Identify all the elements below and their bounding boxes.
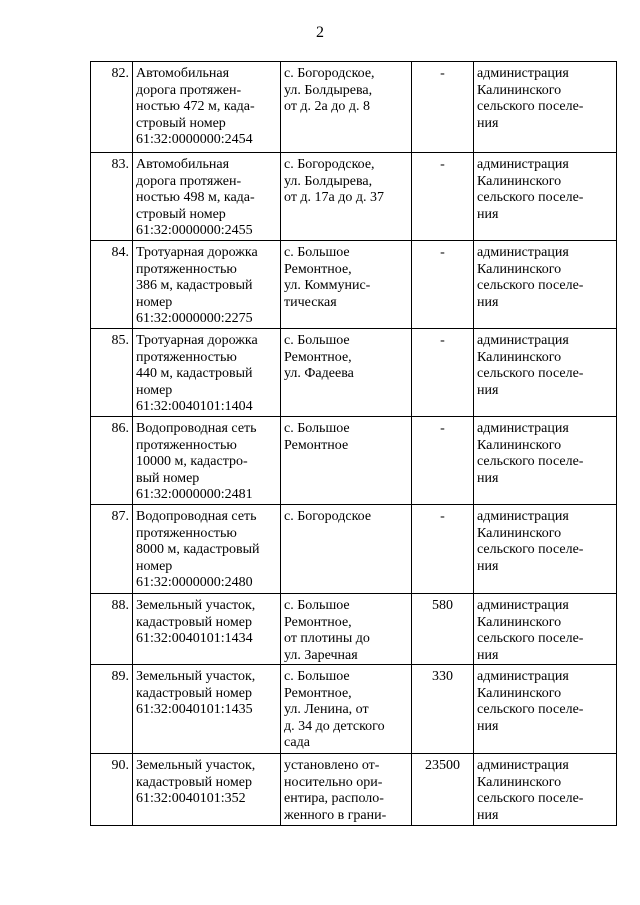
owner-cell: администрация Калининского сельского поселе- ния xyxy=(474,594,617,665)
address-cell: с. Большое Ремонтное, ул. Коммунис- тическая xyxy=(281,241,412,329)
row-number-cell: 89. xyxy=(91,665,133,754)
table-row xyxy=(91,417,617,505)
object-name-cell: Водопроводная сеть протяженностью 8000 м, кадастровый номер 61:32:0000000:2480 xyxy=(133,505,281,594)
owner-cell: администрация Калининского сельского поселе- ния xyxy=(474,417,617,505)
row-number-cell: 88. xyxy=(91,594,133,665)
address-cell: с. Большое Ремонтное, от плотины до ул. Заречная xyxy=(281,594,412,665)
area-cell: 330 xyxy=(412,665,474,754)
page-number: 2 xyxy=(316,24,324,41)
object-name-cell: Автомобильная дорога протяжен- ностью 472 м, када- стровый номер 61:32:0000000:2454 xyxy=(133,62,281,153)
object-name-cell: Тротуарная дорожка протяженностью 440 м, кадастровый номер 61:32:0040101:1404 xyxy=(133,329,281,417)
row-number-cell: 83. xyxy=(91,153,133,241)
area-cell: 23500 xyxy=(412,754,474,826)
object-name-cell: Водопроводная сеть протяженностью 10000 м, кадастро- вый номер 61:32:0000000:2481 xyxy=(133,417,281,505)
address-cell: с. Большое Ремонтное xyxy=(281,417,412,505)
table-row xyxy=(91,241,617,329)
owner-cell: администрация Калининского сельского поселе- ния xyxy=(474,505,617,594)
table-row xyxy=(91,665,617,754)
object-name-cell: Земельный участок, кадастровый номер 61:32:0040101:1434 xyxy=(133,594,281,665)
object-name-cell: Тротуарная дорожка протяженностью 386 м, кадастровый номер 61:32:0000000:2275 xyxy=(133,241,281,329)
area-cell: - xyxy=(412,329,474,417)
area-cell: 580 xyxy=(412,594,474,665)
row-number-cell: 82. xyxy=(91,62,133,153)
owner-cell: администрация Калининского сельского поселе- ния xyxy=(474,665,617,754)
owner-cell: администрация Калининского сельского поселе- ния xyxy=(474,153,617,241)
object-name-cell: Автомобильная дорога протяжен- ностью 498 м, када- стровый номер 61:32:0000000:2455 xyxy=(133,153,281,241)
object-name-cell: Земельный участок, кадастровый номер 61:32:0040101:352 xyxy=(133,754,281,826)
address-cell: установлено от- носительно ори- ентира, располо- женного в грани- xyxy=(281,754,412,826)
table-row xyxy=(91,505,617,594)
address-cell: с. Большое Ремонтное, ул. Ленина, от д. 34 до детского сада xyxy=(281,665,412,754)
table-row xyxy=(91,62,617,153)
table-row xyxy=(91,594,617,665)
table-row xyxy=(91,153,617,241)
area-cell: - xyxy=(412,153,474,241)
area-cell: - xyxy=(412,241,474,329)
row-number-cell: 84. xyxy=(91,241,133,329)
owner-cell: администрация Калининского сельского поселе- ния xyxy=(474,241,617,329)
area-cell: - xyxy=(412,62,474,153)
row-number-cell: 87. xyxy=(91,505,133,594)
address-cell: с. Богородское, ул. Болдырева, от д. 17а до д. 37 xyxy=(281,153,412,241)
table-row xyxy=(91,329,617,417)
address-cell: с. Большое Ремонтное, ул. Фадеева xyxy=(281,329,412,417)
row-number-cell: 85. xyxy=(91,329,133,417)
row-number-cell: 90. xyxy=(91,754,133,826)
row-number-cell: 86. xyxy=(91,417,133,505)
address-cell: с. Богородское, ул. Болдырева, от д. 2а до д. 8 xyxy=(281,62,412,153)
table-row xyxy=(91,754,617,826)
property-registry-table xyxy=(90,61,617,826)
owner-cell: администрация Калининского сельского поселе- ния xyxy=(474,329,617,417)
owner-cell: администрация Калининского сельского поселе- ния xyxy=(474,754,617,826)
address-cell: с. Богородское xyxy=(281,505,412,594)
area-cell: - xyxy=(412,417,474,505)
owner-cell: администрация Калининского сельского поселе- ния xyxy=(474,62,617,153)
object-name-cell: Земельный участок, кадастровый номер 61:32:0040101:1435 xyxy=(133,665,281,754)
area-cell: - xyxy=(412,505,474,594)
